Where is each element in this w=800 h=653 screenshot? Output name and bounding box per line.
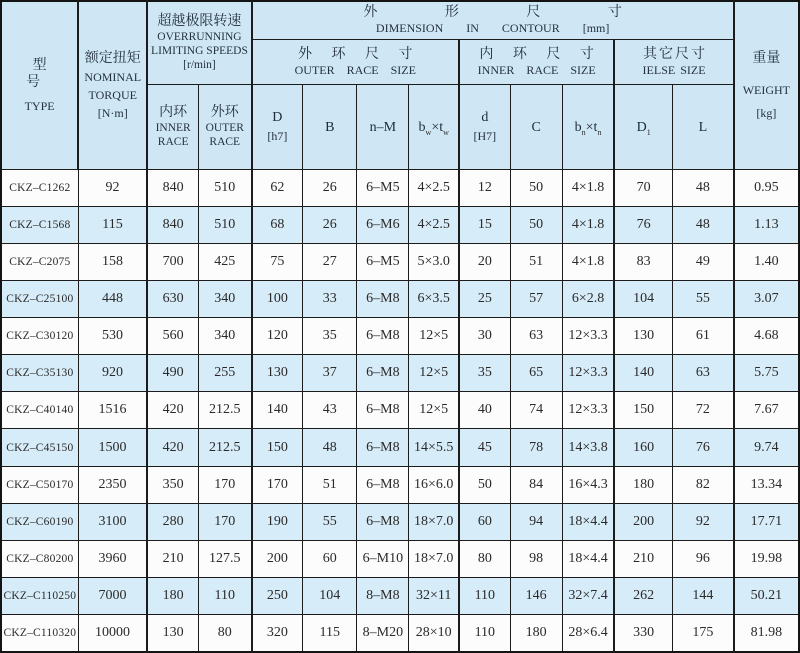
cell-B: 48 [303,429,357,466]
cell-nM: 6–M8 [357,280,409,317]
cell-d: 25 [459,280,510,317]
cell-L: 175 [672,615,733,652]
cell-bwtw: 12×5 [409,392,459,429]
bwtw-base2: t [439,119,444,135]
bwtw-sub2: w [443,127,449,137]
cell-type: CKZ–C110320 [1,615,78,652]
cell-B: 27 [303,243,357,280]
header-col-B-main: B [325,119,335,135]
header-dimension-zh: 外 形 尺 寸 [363,5,654,21]
cell-outer_speed: 127.5 [198,540,251,577]
bntn-base1: b [574,119,582,135]
cell-inner_speed: 700 [147,243,198,280]
header-row-groups [1,1,799,39]
header-outer-race-en1: OUTER [205,122,244,134]
cell-D1: 83 [614,243,672,280]
cell-nM: 6–M8 [357,318,409,355]
header-weight-zh: 重量 [752,50,781,66]
cell-C: 63 [510,318,562,355]
cell-bntn: 14×3.8 [562,429,614,466]
cell-nM: 8–M20 [357,615,409,652]
cell-outer_speed: 170 [198,503,251,540]
cell-type: CKZ–C1568 [1,206,78,243]
table-row [1,318,799,355]
cell-nM: 8–M8 [357,578,409,615]
cell-D: 190 [252,503,303,540]
cell-torque: 530 [78,318,147,355]
cell-D: 320 [252,615,303,652]
cell-B: 26 [303,206,357,243]
cell-inner_speed: 840 [147,169,198,206]
cell-torque: 92 [78,169,147,206]
cell-torque: 158 [78,243,147,280]
cell-weight: 5.75 [734,355,799,392]
cell-bntn: 18×4.4 [562,540,614,577]
header-overrunning-en2: LIMITING SPEEDS [151,45,248,58]
cell-d: 80 [459,540,510,577]
header-dimension-en: DIMENSION IN CONTOUR [mm] [375,21,610,36]
header-col-B [303,84,357,169]
cell-inner_speed: 420 [147,429,198,466]
cell-L: 72 [672,392,733,429]
cell-torque: 3100 [78,503,147,540]
table-row [1,169,799,206]
cell-C: 180 [510,615,562,652]
cell-outer_speed: 212.5 [198,429,251,466]
header-type [1,1,78,169]
cell-outer_speed: 212.5 [198,392,251,429]
cell-B: 104 [303,578,357,615]
cell-C: 57 [510,280,562,317]
cell-C: 51 [510,243,562,280]
table-header [1,1,799,169]
cell-D1: 70 [614,169,672,206]
cell-L: 61 [672,318,733,355]
cell-weight: 4.68 [734,318,799,355]
cell-C: 146 [510,578,562,615]
cell-nM: 6–M10 [357,540,409,577]
cell-nM: 6–M8 [357,503,409,540]
cell-weight: 17.71 [734,503,799,540]
header-inner-race-size [459,39,614,84]
cell-L: 92 [672,503,733,540]
cell-D: 120 [252,318,303,355]
cell-torque: 10000 [78,615,147,652]
cell-inner_speed: 490 [147,355,198,392]
cell-nM: 6–M5 [357,243,409,280]
cell-L: 55 [672,280,733,317]
cell-weight: 13.34 [734,466,799,503]
header-overrunning-en1: OVERRUNNING [157,31,242,44]
cell-weight: 19.98 [734,540,799,577]
header-col-L-main: L [698,119,708,135]
table-row [1,466,799,503]
cell-bntn: 4×1.8 [562,243,614,280]
header-col-d-sub: [H7] [473,128,497,143]
header-col-D-main: D [272,109,283,125]
cell-weight: 0.95 [734,169,799,206]
cell-type: CKZ–C2075 [1,243,78,280]
cell-d: 45 [459,429,510,466]
bntn-sub1: n [581,127,586,137]
cell-nM: 6–M8 [357,392,409,429]
header-overrunning [147,1,251,84]
bwtw-sub1: w [425,127,432,137]
cell-C: 94 [510,503,562,540]
table-row [1,578,799,615]
header-col-d-main: d [481,109,489,125]
header-inner-race-zh: 内环 [159,105,188,120]
header-inner-size-zh: 内 环 尺 寸 [479,46,602,62]
cell-inner_speed: 280 [147,503,198,540]
cell-D: 62 [252,169,303,206]
cell-torque: 2350 [78,466,147,503]
cell-weight: 3.07 [734,280,799,317]
cell-L: 48 [672,169,733,206]
cell-D1: 76 [614,206,672,243]
cell-inner_speed: 350 [147,466,198,503]
header-col-bwtw [409,84,459,169]
cell-B: 43 [303,392,357,429]
cell-D: 150 [252,429,303,466]
header-torque-en2: TORQUE [88,87,137,102]
cell-d: 12 [459,169,510,206]
cell-type: CKZ–C30120 [1,318,78,355]
cell-outer_speed: 170 [198,466,251,503]
cell-C: 65 [510,355,562,392]
cell-type: CKZ–C1262 [1,169,78,206]
cell-bwtw: 6×3.5 [409,280,459,317]
cell-torque: 3960 [78,540,147,577]
cell-nM: 6–M8 [357,466,409,503]
header-outer-race-zh: 外环 [210,105,239,120]
header-outer-size-en: OUTER RACE SIZE [294,62,416,77]
cell-nM: 6–M6 [357,206,409,243]
cell-bntn: 12×3.3 [562,392,614,429]
header-type-en: TYPE [24,98,55,113]
cell-weight: 81.98 [734,615,799,652]
cell-bntn: 4×1.8 [562,169,614,206]
cell-D1: 104 [614,280,672,317]
cell-bntn: 32×7.4 [562,578,614,615]
cell-D1: 130 [614,318,672,355]
cell-d: 110 [459,578,510,615]
cell-type: CKZ–C45150 [1,429,78,466]
header-torque [78,1,147,169]
cell-L: 96 [672,540,733,577]
cell-B: 51 [303,466,357,503]
header-else-size-zh: 其它尺寸 [643,46,708,62]
cell-bntn: 12×3.3 [562,355,614,392]
header-overrunning-zh: 超越极限转速 [157,14,242,30]
cell-B: 37 [303,355,357,392]
cell-outer_speed: 340 [198,280,251,317]
cell-weight: 7.67 [734,392,799,429]
table-row [1,243,799,280]
cell-bwtw: 18×7.0 [409,540,459,577]
header-col-D1 [614,84,672,169]
cell-type: CKZ–C50170 [1,466,78,503]
cell-C: 78 [510,429,562,466]
cell-type: CKZ–C110250 [1,578,78,615]
header-outer-race-speed [198,84,251,169]
cell-bwtw: 16×6.0 [409,466,459,503]
cell-inner_speed: 560 [147,318,198,355]
cell-C: 98 [510,540,562,577]
cell-L: 63 [672,355,733,392]
cell-nM: 6–M8 [357,355,409,392]
cell-D: 75 [252,243,303,280]
cell-B: 33 [303,280,357,317]
cell-type: CKZ–C40140 [1,392,78,429]
cell-C: 84 [510,466,562,503]
cell-L: 82 [672,466,733,503]
header-col-nM-main: n–M [369,119,397,135]
cell-type: CKZ–C35130 [1,355,78,392]
cell-weight: 1.40 [734,243,799,280]
D1-base: D [636,119,647,135]
cell-bntn: 28×6.4 [562,615,614,652]
header-torque-unit: [N·m] [97,105,128,120]
cell-d: 40 [459,392,510,429]
bntn-sub2: n [597,127,602,137]
cell-C: 50 [510,206,562,243]
cell-C: 74 [510,392,562,429]
cell-torque: 1500 [78,429,147,466]
table-body [1,169,799,652]
cell-B: 115 [303,615,357,652]
cell-D: 100 [252,280,303,317]
header-type-zh: 型 号 [26,57,60,90]
cell-inner_speed: 840 [147,206,198,243]
header-col-C [510,84,562,169]
cell-D: 68 [252,206,303,243]
cell-inner_speed: 180 [147,578,198,615]
header-weight [734,1,799,169]
cell-D: 140 [252,392,303,429]
cell-d: 35 [459,355,510,392]
cell-D1: 160 [614,429,672,466]
cell-bwtw: 4×2.5 [409,169,459,206]
cell-outer_speed: 510 [198,206,251,243]
D1-sub: 1 [646,127,651,137]
cell-D1: 140 [614,355,672,392]
cell-D1: 210 [614,540,672,577]
header-else-size-en: IELSE SIZE [642,62,706,77]
header-weight-unit: [kg] [756,105,777,120]
cell-L: 48 [672,206,733,243]
bntn-base2: t [593,119,598,135]
cell-outer_speed: 425 [198,243,251,280]
header-dimension [252,1,734,39]
header-col-D [252,84,303,169]
cell-L: 144 [672,578,733,615]
cell-bwtw: 12×5 [409,355,459,392]
cell-torque: 448 [78,280,147,317]
cell-bntn: 18×4.4 [562,503,614,540]
header-inner-race-speed [147,84,198,169]
cell-outer_speed: 255 [198,355,251,392]
cell-D1: 150 [614,392,672,429]
header-outer-size-zh: 外 环 尺 寸 [298,46,421,62]
cell-inner_speed: 630 [147,280,198,317]
cell-inner_speed: 130 [147,615,198,652]
header-col-C-main: C [531,119,541,135]
cell-d: 20 [459,243,510,280]
cell-inner_speed: 420 [147,392,198,429]
cell-torque: 7000 [78,578,147,615]
header-col-d [459,84,510,169]
cell-D: 250 [252,578,303,615]
cell-inner_speed: 210 [147,540,198,577]
cell-d: 30 [459,318,510,355]
cell-D1: 262 [614,578,672,615]
cell-weight: 50.21 [734,578,799,615]
cell-bwtw: 28×10 [409,615,459,652]
cell-bntn: 6×2.8 [562,280,614,317]
header-col-bntn [562,84,614,169]
header-inner-size-en: INNER RACE SIZE [477,62,596,77]
cell-bwtw: 12×5 [409,318,459,355]
cell-type: CKZ–C25100 [1,280,78,317]
cell-bntn: 16×4.3 [562,466,614,503]
header-else-size [614,39,733,84]
table-row [1,615,799,652]
cell-bwtw: 4×2.5 [409,206,459,243]
cell-bwtw: 14×5.5 [409,429,459,466]
cell-d: 15 [459,206,510,243]
header-inner-race-en1: INNER [155,122,191,134]
table-row [1,392,799,429]
header-overrunning-unit: [r/min] [183,59,216,72]
cell-bwtw: 5×3.0 [409,243,459,280]
cell-D: 130 [252,355,303,392]
cell-bwtw: 18×7.0 [409,503,459,540]
cell-bntn: 12×3.3 [562,318,614,355]
header-col-nM [357,84,409,169]
header-col-L [672,84,733,169]
header-torque-zh: 额定扭矩 [84,50,141,66]
table-row [1,540,799,577]
bntn-times: × [585,119,594,135]
cell-nM: 6–M8 [357,429,409,466]
cell-weight: 1.13 [734,206,799,243]
cell-D1: 200 [614,503,672,540]
cell-D: 200 [252,540,303,577]
cell-D1: 180 [614,466,672,503]
cell-type: CKZ–C60190 [1,503,78,540]
bwtw-base1: b [418,119,426,135]
table-row [1,429,799,466]
cell-type: CKZ–C80200 [1,540,78,577]
cell-bwtw: 32×11 [409,578,459,615]
table-row [1,280,799,317]
header-outer-race-size [252,39,459,84]
table-row [1,206,799,243]
cell-outer_speed: 110 [198,578,251,615]
cell-nM: 6–M5 [357,169,409,206]
table-row [1,355,799,392]
cell-L: 49 [672,243,733,280]
cell-d: 110 [459,615,510,652]
cell-D: 170 [252,466,303,503]
cell-torque: 1516 [78,392,147,429]
cell-outer_speed: 80 [198,615,251,652]
header-weight-en: WEIGHT [742,82,791,97]
bwtw-times: × [431,119,440,135]
cell-d: 60 [459,503,510,540]
header-inner-race-en2: RACE [157,136,189,148]
cell-torque: 920 [78,355,147,392]
cell-B: 26 [303,169,357,206]
cell-weight: 9.74 [734,429,799,466]
cell-B: 55 [303,503,357,540]
cell-D1: 330 [614,615,672,652]
cell-d: 50 [459,466,510,503]
header-torque-en1: NOMINAL [84,69,142,84]
cell-torque: 115 [78,206,147,243]
cell-outer_speed: 510 [198,169,251,206]
cell-C: 50 [510,169,562,206]
cell-bntn: 4×1.8 [562,206,614,243]
cell-B: 60 [303,540,357,577]
cell-L: 76 [672,429,733,466]
table-row [1,503,799,540]
cell-B: 35 [303,318,357,355]
header-col-D-sub: [h7] [267,128,288,143]
cell-outer_speed: 340 [198,318,251,355]
header-outer-race-en2: RACE [209,136,241,148]
